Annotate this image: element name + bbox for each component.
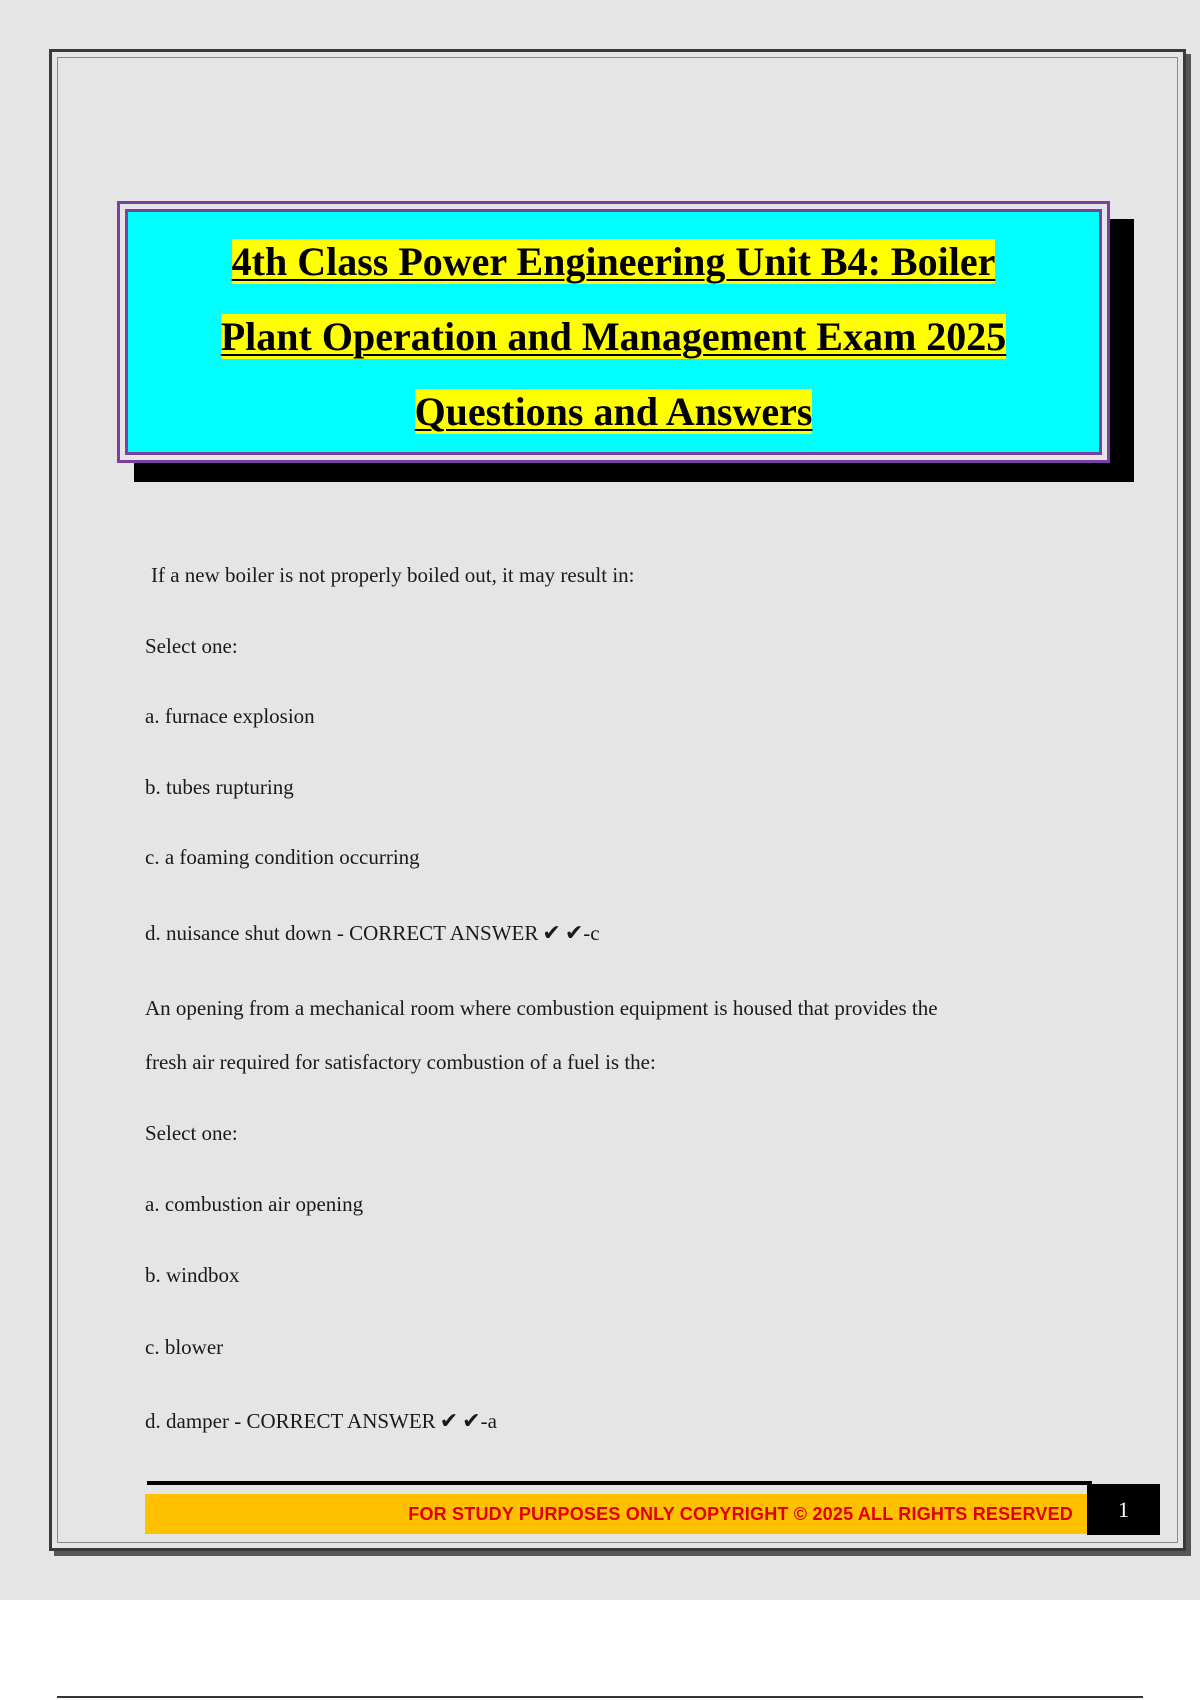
title-box xyxy=(117,201,1110,463)
footer-copyright: FOR STUDY PURPOSES ONLY COPYRIGHT © 2025 ALL RIGHTS RESERVED xyxy=(408,1504,1073,1524)
footer-rule xyxy=(147,1481,1092,1485)
checkmark-icon: ✔ xyxy=(564,921,584,946)
question-1-option-c: c. a foaming condition occurring xyxy=(145,845,420,869)
title-line-3: Questions and Answers xyxy=(414,389,813,434)
footer-band xyxy=(145,1494,1087,1534)
next-page-rule xyxy=(57,1696,1143,1698)
question-2-answer: -a xyxy=(480,1409,497,1433)
question-2-select-label: Select one: xyxy=(145,1121,238,1145)
checkmark-icon: ✔ xyxy=(439,1409,459,1434)
question-1-option-d: d. nuisance shut down - CORRECT ANSWER xyxy=(145,921,539,945)
title-line-1: 4th Class Power Engineering Unit B4: Boiler xyxy=(231,239,996,284)
question-1-option-d-row xyxy=(145,921,600,946)
question-1-option-a: a. furnace explosion xyxy=(145,704,315,728)
question-2-option-a: a. combustion air opening xyxy=(145,1192,364,1216)
question-2-option-c: c. blower xyxy=(145,1335,224,1359)
page-number: 1 xyxy=(1087,1484,1160,1535)
question-2-prompt-line-1: An opening from a mechanical room where combustion equipment is housed that provides the xyxy=(145,996,938,1020)
question-2-option-d: d. damper - CORRECT ANSWER xyxy=(145,1409,436,1433)
question-1-select-label: Select one: xyxy=(145,634,238,658)
title-line-2: Plant Operation and Management Exam 2025 xyxy=(220,314,1007,359)
question-1-prompt: If a new boiler is not properly boiled out, it may result in: xyxy=(151,563,635,587)
checkmark-icon: ✔ xyxy=(542,921,561,946)
question-1-answer: -c xyxy=(583,921,600,945)
title-box-fill xyxy=(125,209,1102,455)
question-2-option-b: b. windbox xyxy=(145,1263,240,1287)
question-1-option-b: b. tubes rupturing xyxy=(145,775,294,799)
checkmark-icon: ✔ xyxy=(462,1409,481,1434)
document-title xyxy=(128,224,1099,449)
question-2-prompt-line-2: fresh air required for satisfactory combustion of a fuel is the: xyxy=(145,1050,656,1074)
question-2-option-d-row xyxy=(145,1409,497,1434)
